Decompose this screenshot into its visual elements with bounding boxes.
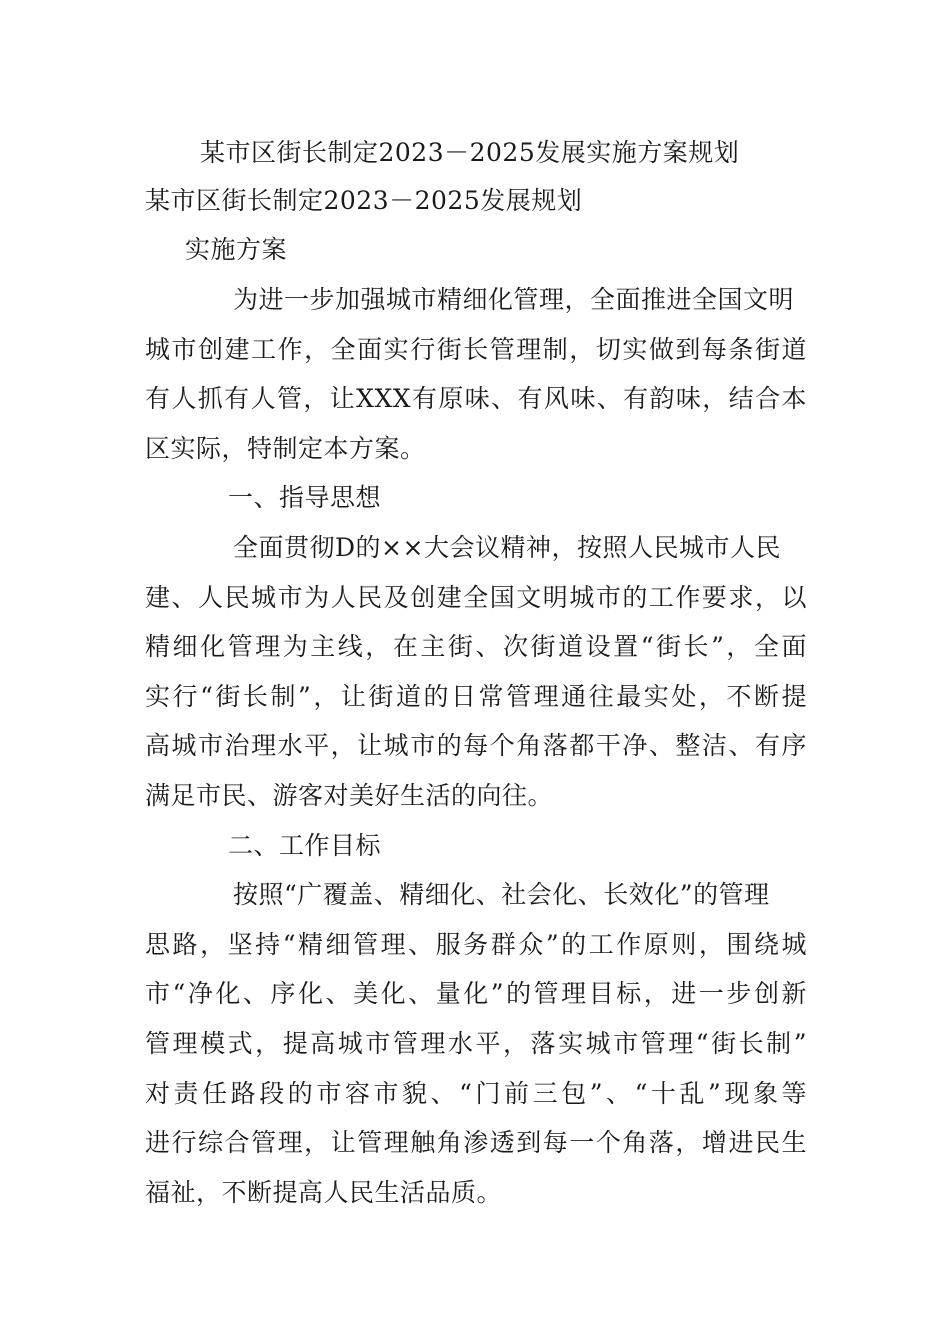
paragraph-line: 思路，坚持“精细管理、服务群众”的工作原则，围绕城: [145, 930, 807, 959]
paragraph-line: 实行“街长制”，让街道的日常管理通往最实处，不断提: [145, 682, 807, 711]
paragraph-line: 满足市民、游客对美好生活的向往。: [145, 781, 554, 810]
document-type-heading: 实施方案: [185, 235, 288, 264]
paragraph-line: 市“净化、序化、美化、量化”的管理目标，进一步创新: [145, 979, 807, 1008]
intro-line: 有人抓有人管，让XXX有原味、有风味、有韵味，结合本: [145, 384, 807, 413]
document-subtitle: 某市区街长制定2023－2025发展规划: [145, 186, 583, 215]
paragraph-line: 对责任路段的市容市貌、“门前三包”、“十乱”现象等: [145, 1079, 807, 1108]
intro-line: 区实际，特制定本方案。: [145, 434, 426, 463]
paragraph-line: 福祉，不断提高人民生活品质。: [145, 1178, 503, 1207]
document-title: 某市区街长制定2023－2025发展实施方案规划: [200, 138, 740, 167]
section-heading-work-goals: 二、工作目标: [228, 831, 382, 860]
paragraph-line: 管理模式，提高城市管理水平，落实城市管理“街长制”: [145, 1029, 807, 1058]
paragraph-line: 全面贯彻D的××大会议精神，按照人民城市人民: [233, 533, 781, 562]
paragraph-line: 高城市治理水平，让城市的每个角落都干净、整洁、有序: [145, 731, 807, 760]
intro-line: 为进一步加强城市精细化管理，全面推进全国文明: [233, 285, 795, 314]
section-heading-guiding-ideology: 一、指导思想: [228, 483, 382, 512]
paragraph-line: 进行综合管理，让管理触角渗透到每一个角落，增进民生: [145, 1128, 807, 1157]
intro-line: 城市创建工作，全面实行街长管理制，切实做到每条街道: [145, 335, 807, 364]
paragraph-line: 精细化管理为主线，在主街、次街道设置“街长”，全面: [145, 632, 807, 661]
paragraph-line: 按照“广覆盖、精细化、社会化、长效化”的管理: [233, 880, 770, 909]
paragraph-line: 建、人民城市为人民及创建全国文明城市的工作要求，以: [145, 583, 807, 612]
